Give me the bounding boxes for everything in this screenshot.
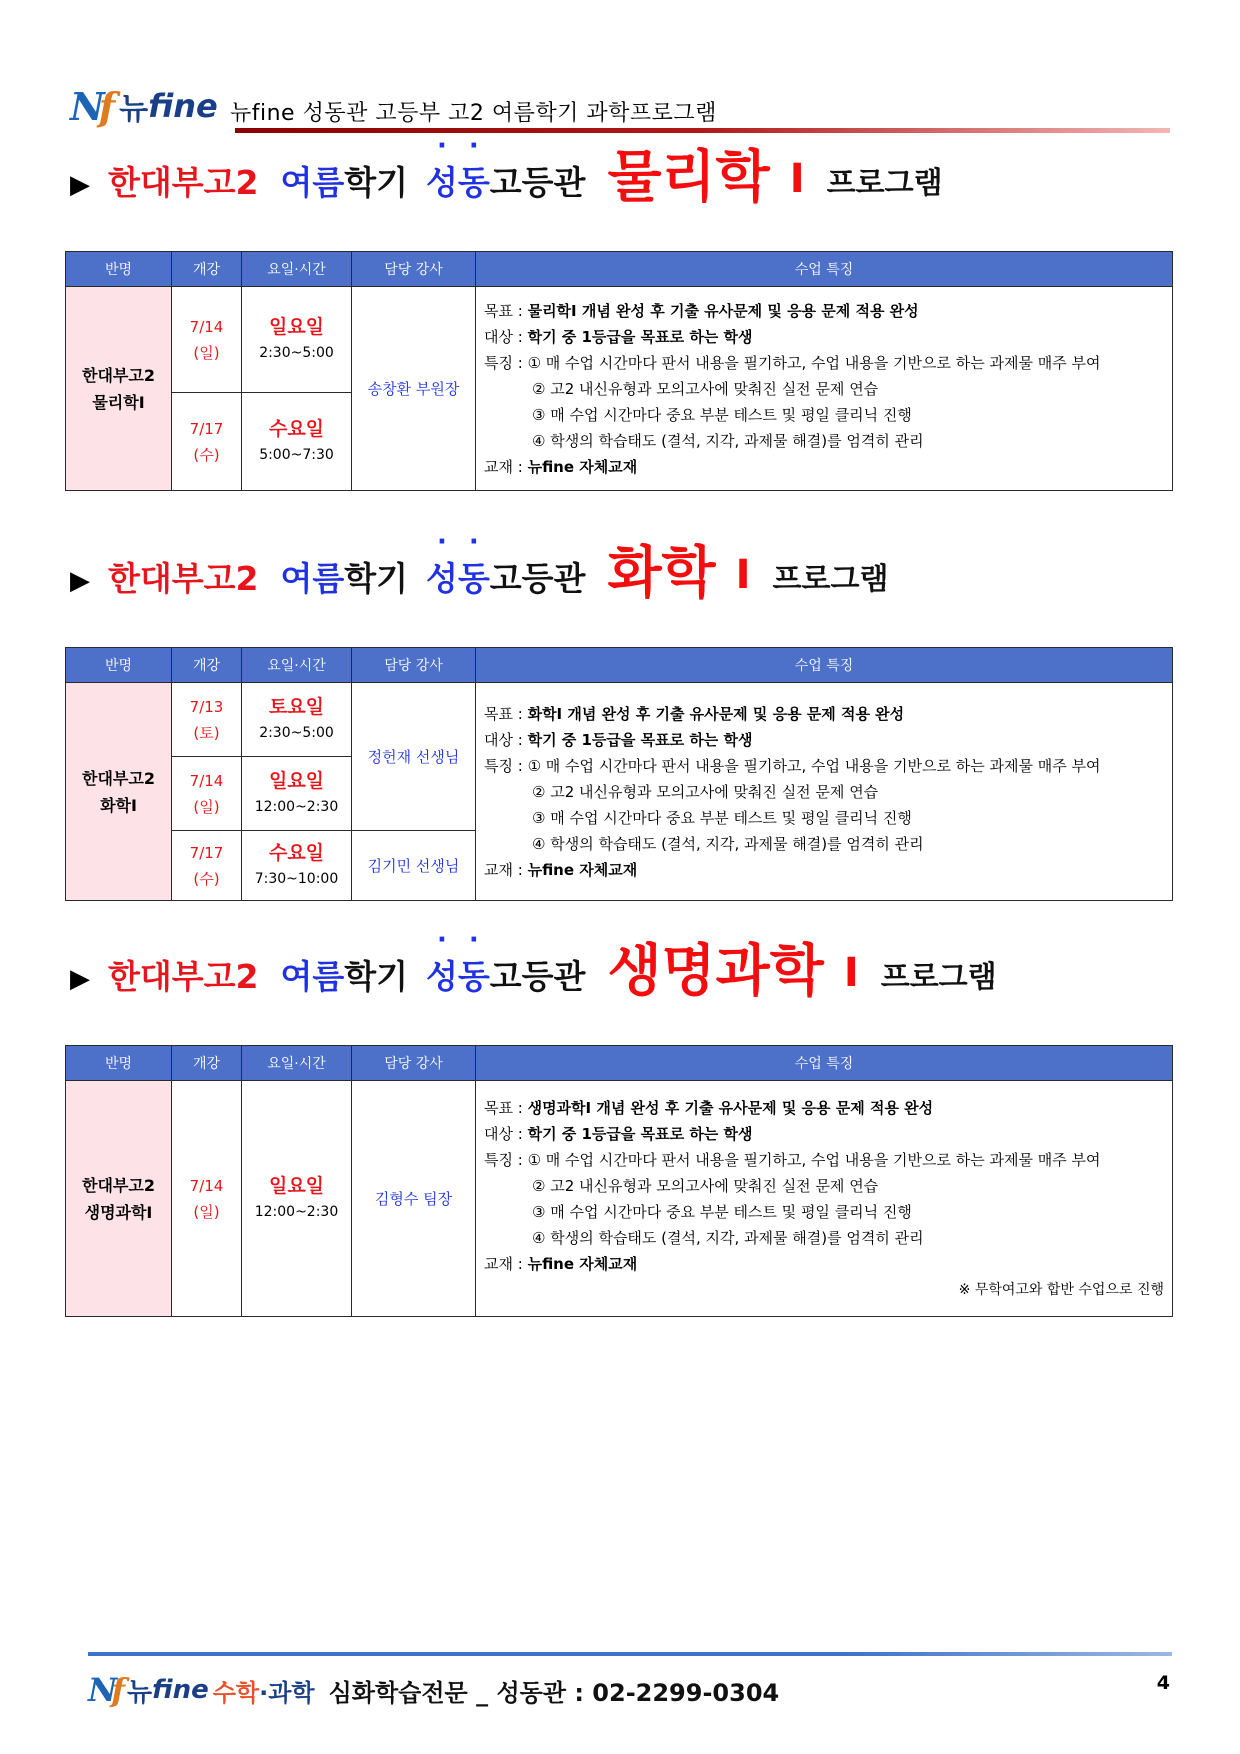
footer-subject-math: 수학 — [212, 1678, 260, 1707]
day-time: 일요일 12:00~2:30 — [242, 1081, 352, 1317]
footer-tagline: 심화학습전문 _ 성동관 : 02-2299-0304 — [328, 1678, 780, 1707]
logo-korean: 뉴 — [119, 92, 149, 127]
table-row — [66, 287, 1173, 393]
col-start: 개강 — [172, 252, 242, 287]
class-features: 목표 : 물리학Ⅰ 개념 완성 후 기출 유사문제 및 응용 문제 적용 완성 대상 : 학기 중 1등급을 목표로 하는 학생 특징 : ① 매 수업 시간마다 판서 내용을 필기하고, 수업 내용을 기반으로 하는 과제물 매주 부여 ② 고2 내신유형과 모의고사에 맞춰진 실전 문제 연습 ③ 매 수업 시간마다 중요 부분 테스트 및 평일 클리닉 진행 ④ 학생의 학습태도 (결석, 지각, 과제물 해결)를 엄격히 관리 교재 : 뉴fine 자체교재 — [476, 287, 1173, 491]
page-footer — [88, 1668, 779, 1712]
col-features: 수업 특징 — [476, 1046, 1173, 1081]
col-class: 반명 — [66, 252, 172, 287]
logo-fine: fine — [152, 1675, 209, 1705]
subject-name: 물리학 — [607, 145, 770, 210]
branch-rest: 고등관 — [489, 559, 586, 598]
subject-name: 생명과학 — [607, 939, 824, 1004]
season-rest: 학기 — [344, 163, 409, 202]
season-highlight: 여름 — [280, 957, 345, 996]
col-day-time: 요일·시간 — [242, 252, 352, 287]
col-start: 개강 — [172, 1046, 242, 1081]
logo-fine: fine — [148, 87, 218, 125]
class-features: 목표 : 화학Ⅰ 개념 완성 후 기출 유사문제 및 응용 문제 적용 완성 대상 : 학기 중 1등급을 목표로 하는 학생 특징 : ① 매 수업 시간마다 판서 내용을 필기하고, 수업 내용을 기반으로 하는 과제물 매주 부여 ② 고2 내신유형과 모의고사에 맞춰진 실전 문제 연습 ③ 매 수업 시간마다 중요 부분 테스트 및 평일 클리닉 진행 ④ 학생의 학습태도 (결석, 지각, 과제물 해결)를 엄격히 관리 교재 : 뉴fine 자체교재 — [476, 683, 1173, 901]
col-day-time: 요일·시간 — [242, 1046, 352, 1081]
branch-rest: 고등관 — [489, 957, 586, 996]
branch-rest: 고등관 — [489, 163, 586, 202]
col-class: 반명 — [66, 1046, 172, 1081]
logo-mark: Nf — [88, 1671, 120, 1709]
section-title-life-science — [70, 939, 997, 1004]
class-features: 목표 : 생명과학Ⅰ 개념 완성 후 기출 유사문제 및 응용 문제 적용 완성 대상 : 학기 중 1등급을 목표로 하는 학생 특징 : ① 매 수업 시간마다 판서 내용을 필기하고, 수업 내용을 기반으로 하는 과제물 매주 부여 ② 고2 내신유형과 모의고사에 맞춰진 실전 문제 연습 ③ 매 수업 시간마다 중요 부분 테스트 및 평일 클리닉 진행 ④ 학생의 학습태도 (결석, 지각, 과제물 해결)를 엄격히 관리 교재 : 뉴fine 자체교재 ※ 무학여고와 합반 수업으로 진행 — [476, 1081, 1173, 1317]
branch-char-1: · 성 — [426, 951, 458, 998]
start-date: 7/17 (수) — [172, 831, 242, 901]
season-rest: 학기 — [344, 559, 409, 598]
arrow-icon: ▶ — [70, 566, 90, 596]
season-rest: 학기 — [344, 957, 409, 996]
branch-char-2: · 동 — [458, 951, 490, 998]
day-time: 일요일 2:30~5:00 — [242, 287, 352, 393]
season-highlight: 여름 — [280, 163, 345, 202]
branch-char-2: · 동 — [458, 157, 490, 204]
start-date: 7/14 (일) — [172, 1081, 242, 1317]
school-name: 한대부고2 — [108, 559, 259, 598]
brand-logo — [70, 80, 218, 132]
section-title-physics — [70, 145, 943, 210]
note-text: ※ 무학여고와 합반 수업으로 진행 — [958, 1281, 1164, 1298]
table-row — [66, 683, 1173, 757]
col-start: 개강 — [172, 648, 242, 683]
life-science-table — [65, 1045, 1173, 1317]
arrow-icon: ▶ — [70, 170, 90, 200]
teacher-name: 김기민 선생님 — [352, 831, 476, 901]
subject-name: 화학 — [607, 541, 716, 606]
day-time: 수요일 7:30~10:00 — [242, 831, 352, 901]
start-date: 7/13 (토) — [172, 683, 242, 757]
section-title-chemistry — [70, 541, 889, 606]
header-divider — [235, 128, 1170, 133]
program-label: 프로그램 — [772, 562, 889, 597]
page-number: 4 — [1156, 1672, 1170, 1694]
day-time: 토요일 2:30~5:00 — [242, 683, 352, 757]
branch-char-1: · 성 — [426, 553, 458, 600]
table-header-row — [66, 1046, 1173, 1081]
col-teacher: 담당 강사 — [352, 252, 476, 287]
subject-level: I — [789, 156, 805, 202]
page-title: 뉴fine 성동관 고등부 고2 여름학기 과학프로그램 — [230, 101, 717, 126]
col-teacher: 담당 강사 — [352, 648, 476, 683]
branch-char-1: · 성 — [426, 157, 458, 204]
start-date: 7/14 (일) — [172, 757, 242, 831]
teacher-name: 정헌재 선생님 — [352, 683, 476, 831]
class-name: 한대부고2 화학Ⅰ — [66, 683, 172, 901]
table-header-row — [66, 252, 1173, 287]
logo-korean: 뉴 — [127, 1677, 153, 1708]
day-time: 수요일 5:00~7:30 — [242, 393, 352, 491]
footer-subject-science: ·과학 — [259, 1678, 315, 1707]
school-name: 한대부고2 — [108, 163, 259, 202]
table-row — [66, 1081, 1173, 1317]
physics-table — [65, 251, 1173, 491]
col-class: 반명 — [66, 648, 172, 683]
subject-level: I — [735, 552, 751, 598]
col-features: 수업 특징 — [476, 648, 1173, 683]
season-highlight: 여름 — [280, 559, 345, 598]
program-label: 프로그램 — [880, 960, 997, 995]
branch-char-2: · 동 — [458, 553, 490, 600]
table-header-row — [66, 648, 1173, 683]
program-label: 프로그램 — [826, 166, 943, 201]
col-features: 수업 특징 — [476, 252, 1173, 287]
class-name: 한대부고2 물리학Ⅰ — [66, 287, 172, 491]
col-teacher: 담당 강사 — [352, 1046, 476, 1081]
page-header — [70, 80, 1170, 136]
teacher-name: 김형수 팀장 — [352, 1081, 476, 1317]
col-day-time: 요일·시간 — [242, 648, 352, 683]
school-name: 한대부고2 — [108, 957, 259, 996]
subject-level: I — [843, 950, 859, 996]
teacher-name: 송창환 부원장 — [352, 287, 476, 491]
arrow-icon: ▶ — [70, 964, 90, 994]
day-time: 일요일 12:00~2:30 — [242, 757, 352, 831]
chemistry-table — [65, 647, 1173, 901]
start-date: 7/17 (수) — [172, 393, 242, 491]
start-date: 7/14 (일) — [172, 287, 242, 393]
footer-divider — [88, 1652, 1172, 1656]
logo-mark: Nf — [70, 83, 110, 129]
class-name: 한대부고2 생명과학Ⅰ — [66, 1081, 172, 1317]
